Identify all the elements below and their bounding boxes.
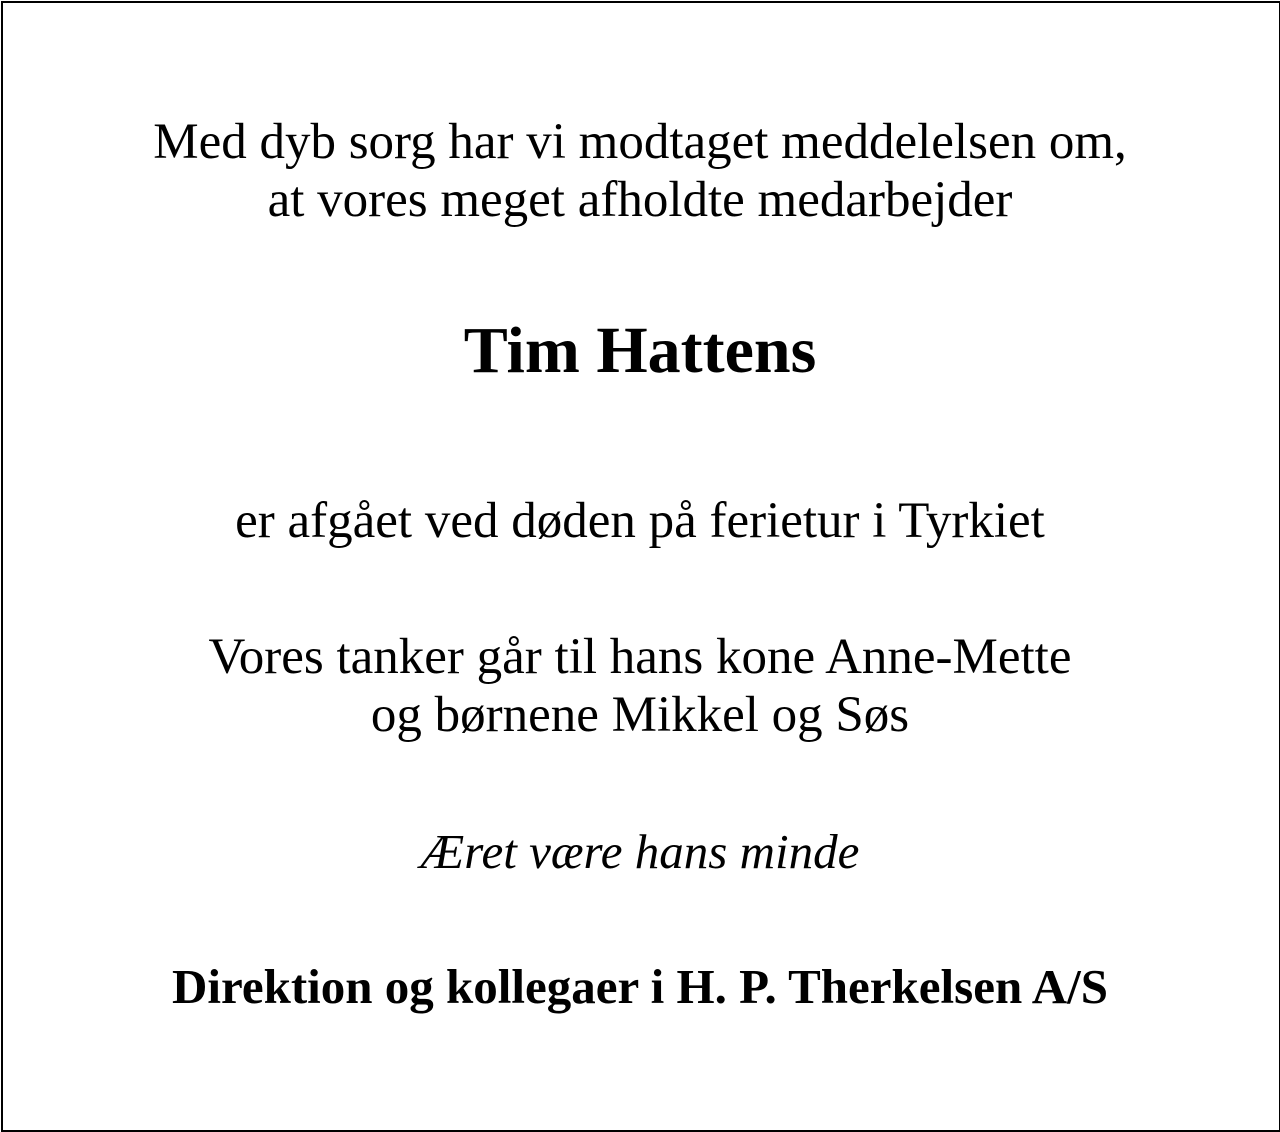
intro-line-2: at vores meget afholdte medarbejder xyxy=(267,172,1013,228)
intro-line-1: Med dyb sorg har vi modtaget meddelelsen om, xyxy=(153,114,1127,170)
signature-line: Direktion og kollegaer i H. P. Therkelsen A/S xyxy=(171,959,1109,1014)
deceased-name: Tim Hattens xyxy=(463,314,817,387)
thoughts-line-1: Vores tanker går til hans kone Anne-Mette xyxy=(208,629,1072,685)
statement-line: er afgået ved døden på ferietur i Tyrkiet xyxy=(235,493,1045,549)
memorial-line: Æret være hans minde xyxy=(420,824,860,879)
thoughts-line-2: og børnene Mikkel og Søs xyxy=(370,687,910,743)
